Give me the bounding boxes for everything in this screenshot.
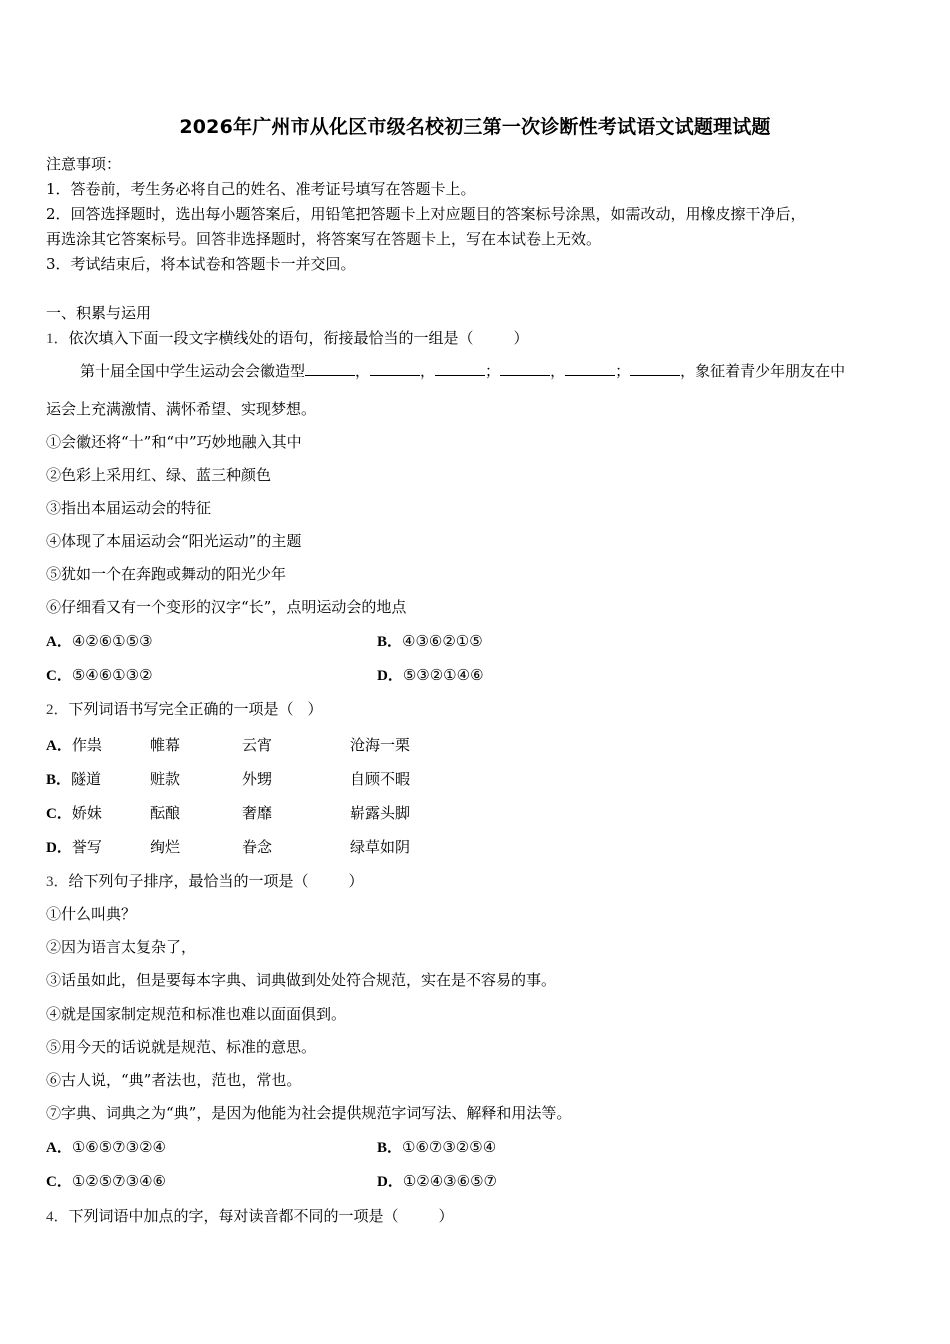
blank (565, 361, 615, 376)
list-item: ⑦字典、词典之为“典”，是因为他能为社会提供规范字词写法、解释和用法等。 (46, 1104, 572, 1122)
question-1-passage-cont: 运会上充满激情、满怀希望、实现梦想。 (46, 400, 317, 418)
question-number: 1． (46, 331, 69, 347)
option-word: 云宵 (242, 736, 273, 754)
notice-heading: 注意事项： (46, 155, 122, 173)
option-word: 帷幕 (150, 736, 181, 754)
notice-item: 3．考试结束后，将本试卷和答题卡一并交回。 (46, 255, 356, 273)
option-b[interactable]: B．隧道 (46, 770, 102, 788)
question-4-stem: 4．下列词语中加点的字，每对读音都不同的一项是（ ） (46, 1207, 454, 1225)
page-title: 2026年广州市从化区市级名校初三第一次诊断性考试语文试题理试题 (179, 116, 771, 138)
option-word: 奢靡 (242, 804, 273, 822)
option-word: 崭露头脚 (350, 804, 411, 822)
option-word: 自顾不暇 (350, 770, 411, 788)
question-1-passage: 第十届全国中学生运动会会徽造型 ， ， ； ， ； ，象征着青少年朋友在中 (80, 362, 846, 380)
option-d[interactable]: D．誉写 (46, 838, 102, 856)
list-item: ⑥仔细看又有一个变形的汉字“长”，点明运动会的地点 (46, 598, 407, 616)
section-heading: 一、积累与运用 (46, 304, 152, 322)
option-word: 赃款 (150, 770, 181, 788)
list-item: ③指出本届运动会的特征 (46, 499, 212, 517)
list-item: ③话虽如此，但是要每本字典、词典做到处处符合规范，实在是不容易的事。 (46, 971, 557, 989)
list-item: ②因为语言太复杂了， (46, 938, 197, 956)
option-word: 绿草如阴 (350, 838, 411, 856)
notice-item: 2．回答选择题时，选出每小题答案后，用铅笔把答题卡上对应题目的答案标号涂黑，如需改动，用橡皮擦干净后， (46, 205, 806, 223)
list-item: ①会徽还将“十”和“中”巧妙地融入其中 (46, 433, 302, 451)
option-d[interactable]: D．①②④③⑥⑤⑦ (377, 1172, 497, 1190)
question-number: 4． (46, 1209, 69, 1225)
list-item: ⑥古人说，“典”者法也，范也，常也。 (46, 1071, 302, 1089)
option-word: 外甥 (242, 770, 273, 788)
notice-item: 再选涂其它答案标号。回答非选择题时，将答案写在答题卡上，写在本试卷上无效。 (46, 230, 602, 248)
option-word: 眷念 (242, 838, 273, 856)
option-a[interactable]: A．④②⑥①⑤③ (46, 632, 153, 650)
question-number: 3． (46, 874, 69, 890)
blank (435, 361, 485, 376)
list-item: ④体现了本届运动会“阳光运动”的主题 (46, 532, 302, 550)
list-item: ①什么叫典？ (46, 905, 137, 923)
option-a[interactable]: A．①⑥⑤⑦③②④ (46, 1138, 166, 1156)
question-1-stem: 1．依次填入下面一段文字横线处的语句，衔接最恰当的一组是（ ） (46, 329, 529, 347)
option-a[interactable]: A．作祟 (46, 736, 102, 754)
option-b[interactable]: B．①⑥⑦③②⑤④ (377, 1138, 497, 1156)
question-3-stem: 3．给下列句子排序，最恰当的一项是（ ） (46, 872, 364, 890)
blank (305, 361, 355, 376)
option-b[interactable]: B．④③⑥②①⑤ (377, 632, 483, 650)
list-item: ⑤犹如一个在奔跑或舞动的阳光少年 (46, 565, 287, 583)
option-word: 沧海一栗 (350, 736, 411, 754)
list-item: ⑤用今天的话说就是规范、标准的意思。 (46, 1038, 317, 1056)
blank (500, 361, 550, 376)
question-2-stem: 2．下列词语书写完全正确的一项是（ ） (46, 700, 323, 718)
option-word: 绚烂 (150, 838, 181, 856)
option-c[interactable]: C．①②⑤⑦③④⑥ (46, 1172, 166, 1190)
option-c[interactable]: C．娇妹 (46, 804, 102, 822)
option-word: 酝酿 (150, 804, 181, 822)
list-item: ②色彩上采用红、绿、蓝三种颜色 (46, 466, 272, 484)
option-c[interactable]: C．⑤④⑥①③② (46, 666, 153, 684)
list-item: ④就是国家制定规范和标准也难以面面俱到。 (46, 1005, 347, 1023)
notice-item: 1．答卷前，考生务必将自己的姓名、准考证号填写在答题卡上。 (46, 180, 476, 198)
question-number: 2． (46, 702, 69, 718)
blank (630, 361, 680, 376)
option-d[interactable]: D．⑤③②①④⑥ (377, 666, 484, 684)
blank (370, 361, 420, 376)
